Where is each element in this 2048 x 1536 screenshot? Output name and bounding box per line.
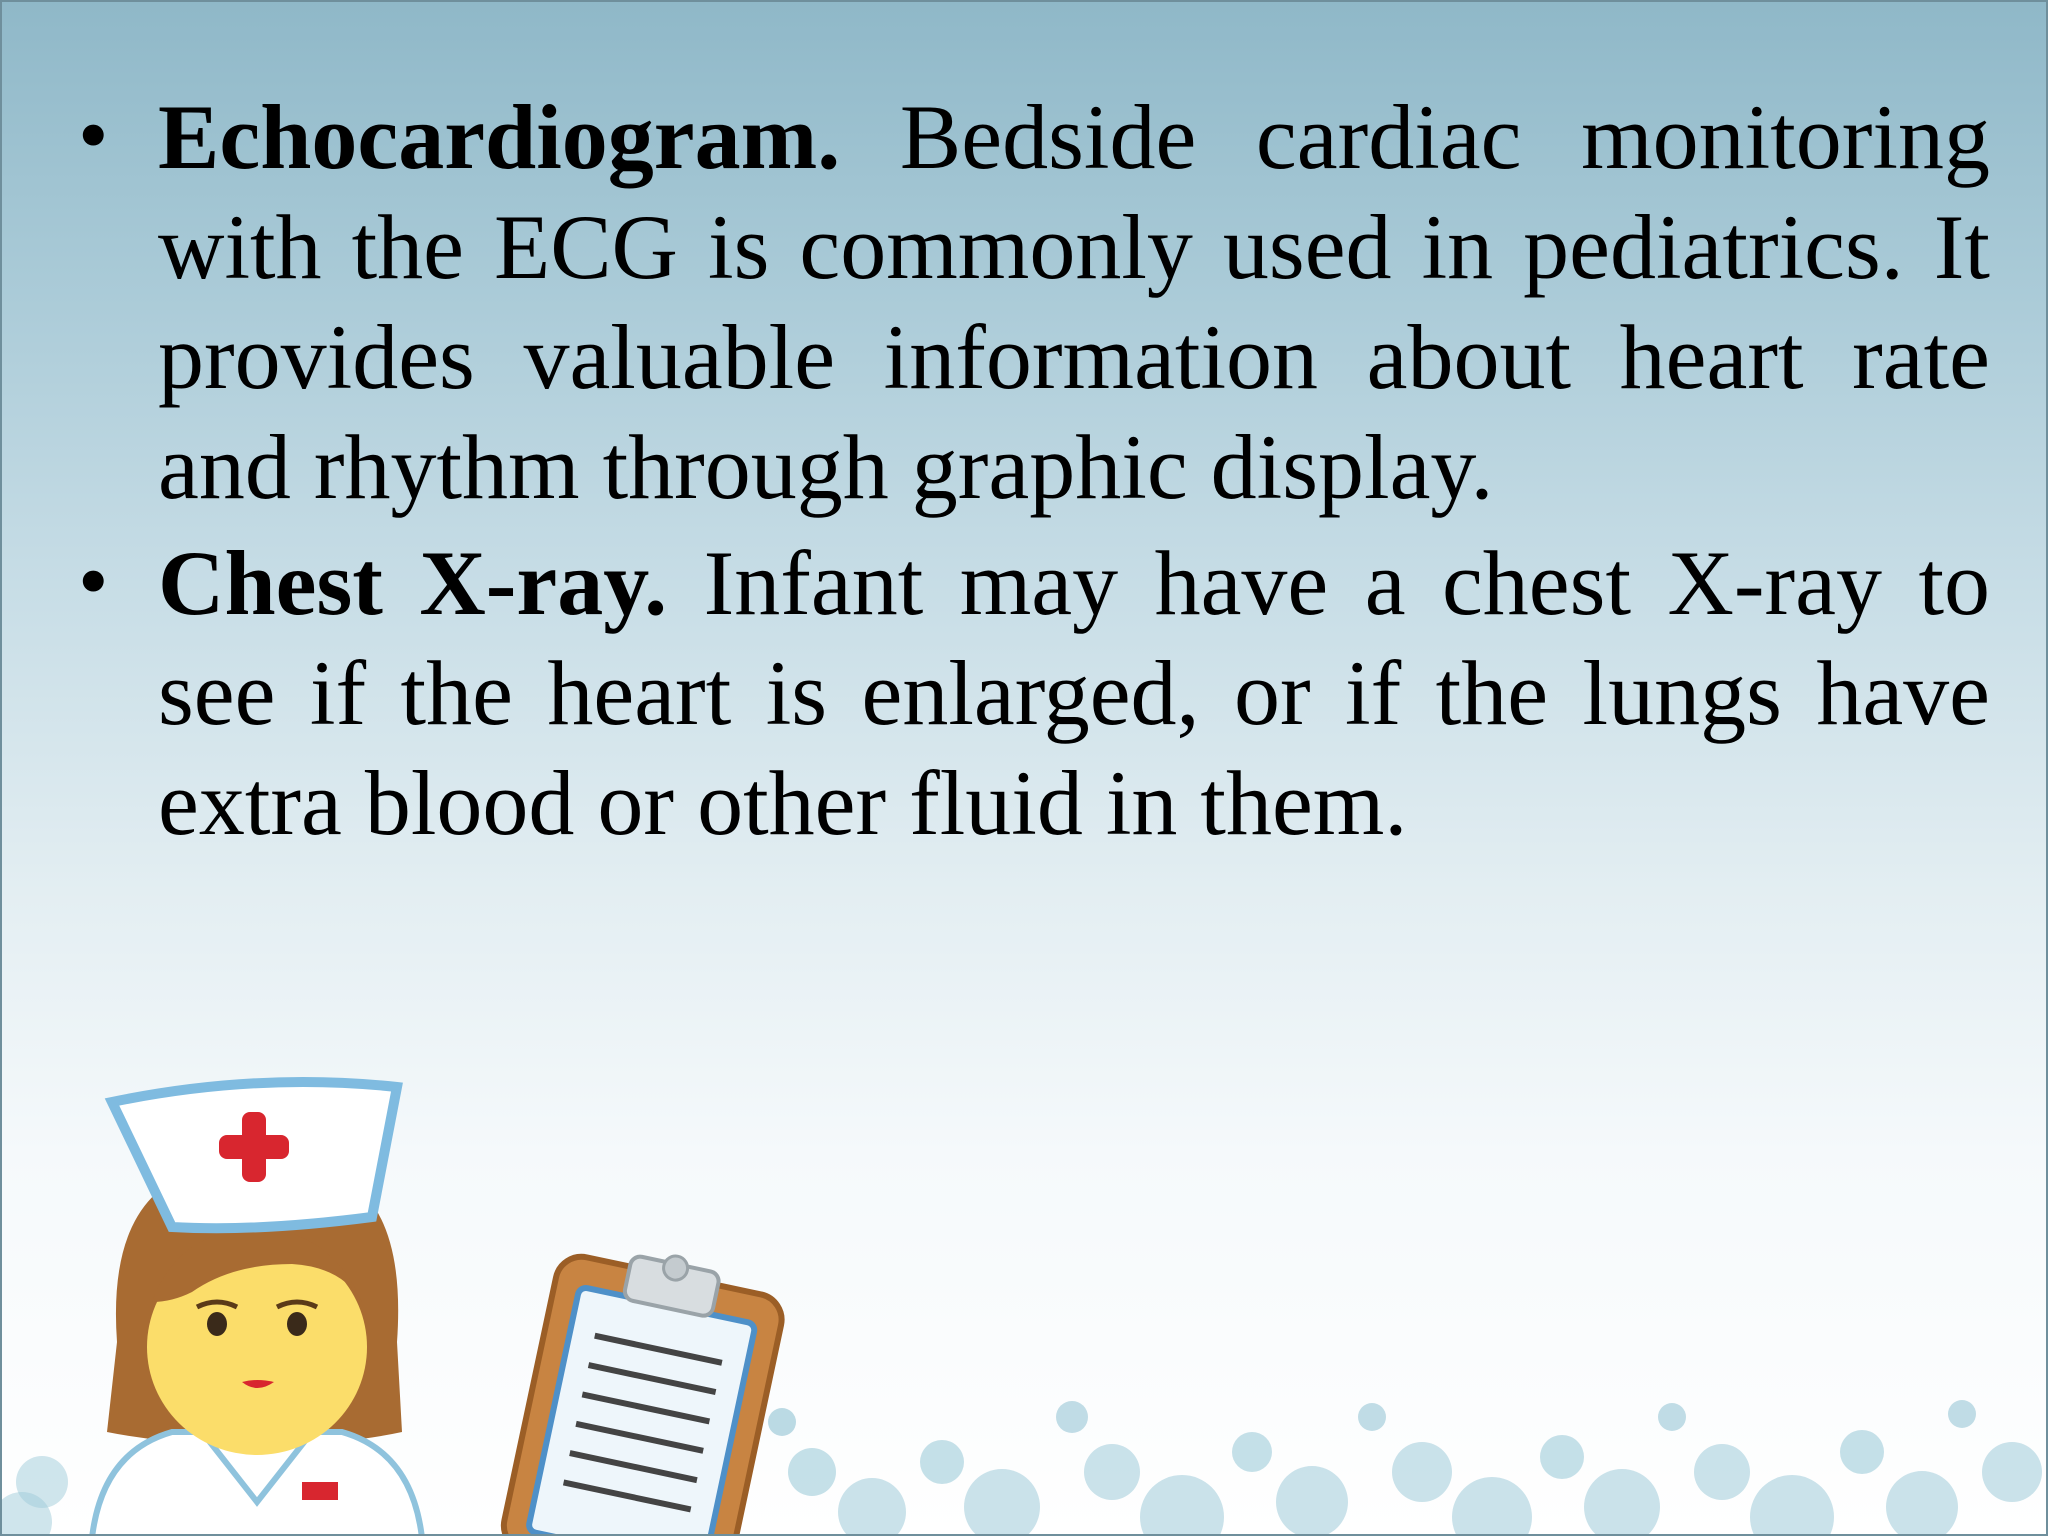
nurse-illustration-icon xyxy=(92,1082,422,1536)
bullet-term: Echocardiogram. xyxy=(158,86,841,188)
bullet-dot: • xyxy=(72,95,115,179)
clipboard-icon xyxy=(499,1232,791,1536)
bullet-text: Bedside cardiac monitoring with the ECG is commonly used in pediatrics. It provides valuable information about heart rate and rhythm through graphic display. xyxy=(158,86,1990,518)
bullet-dot: • xyxy=(72,541,115,625)
bullet-text: Infant may have a chest X-ray to see if the heart is enlarged, or if the lungs have extra blood or other fluid in them. xyxy=(158,532,1991,854)
bullet-term: Chest X-ray. xyxy=(158,532,668,634)
decorations xyxy=(2,2,2048,1536)
